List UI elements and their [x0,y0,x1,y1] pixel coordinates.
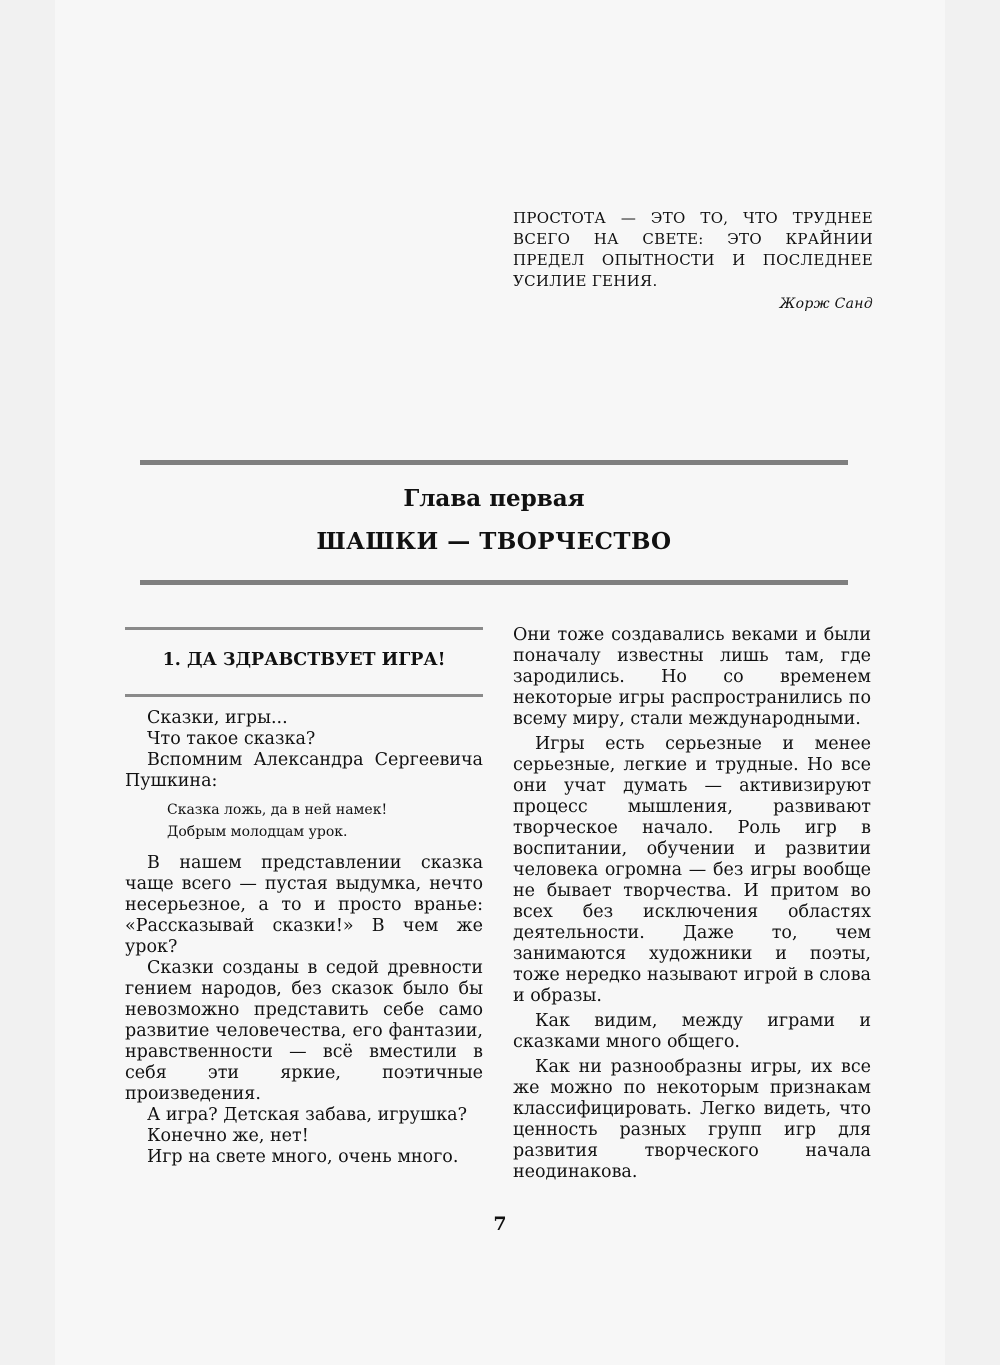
chapter-label: Глава первая [403,485,585,512]
paragraph: А игра? Детская забава, игрушка? [147,1105,467,1125]
paragraph: Сказки созданы в седой древности гением народов, без сказок было бы невозможно представить себе само развитие человечества, его фантазии, нравственности — всё вместили в себя эти яркие, поэтичные произведения. [125,958,483,1104]
epigraph-line: ПРОСТОТА — ЭТО ТО, ЧТО ТРУДНЕЕ [513,209,873,227]
epigraph-author: Жорж Санд [779,296,873,312]
paragraph: Как ни разнообразны игры, их все же можно по некоторым признакам классифицировать. Легко видеть, что ценность разных групп игр для развития творческого начала неодинакова. [513,1057,871,1182]
chapter-rule-bottom [140,580,848,585]
left-column [125,708,483,1168]
poem-line: Добрым молодцам урок. [167,824,348,840]
chapter-title: ШАШКИ — ТВОРЧЕСТВО [316,528,672,555]
epigraph [513,208,873,315]
epigraph-line: ПРЕДЕЛ ОПЫТНОСТИ И ПОСЛЕДНЕЕ [513,251,873,269]
paragraph: Сказки, игры... [147,708,288,728]
epigraph-line: УСИЛИЕ ГЕНИЯ. [513,272,658,290]
section-title: 1. ДА ЗДРАВСТВУЕТ ИГРА! [162,650,446,670]
paragraph: Конечно же, нет! [147,1126,309,1146]
paragraph: Они тоже создавались веками и были поначалу известны лишь там, где зародились. Но со временем некоторые игры распространились по всему миру, стали международными. [513,625,871,729]
poem-line: Сказка ложь, да в ней намек! [167,802,388,818]
page-number: 7 [493,1213,507,1235]
poem-quote [167,799,483,843]
paragraph: Что такое сказка? [147,729,316,749]
paragraph: Вспомним Александра Сергеевича Пушкина: [125,750,483,791]
paragraph: Игры есть серьезные и менее серьезные, легкие и трудные. Но все они учат думать — активизируют процесс мышления, развивают творческое начало. Роль игр в воспитании, обучении и развитии человека огромна — без игры вообще не бывает творчества. И притом во всех без исключения областях деятельности. Даже то, чем занимаются художники и поэты, тоже нередко называют игрой в слова и образы. [513,734,871,1006]
section-rule-bottom [125,694,483,697]
section-rule-top [125,627,483,630]
paragraph: Как видим, между играми и сказками много общего. [513,1011,871,1052]
paragraph: Игр на свете много, очень много. [147,1147,459,1167]
epigraph-line: ВСЕГО НА СВЕТЕ: ЭТО КРАЙНИИ [513,230,873,248]
paragraph: В нашем представлении сказка чаще всего — пустая выдумка, нечто несерьезное, а то и просто вранье: «Рассказывай сказки!» В чем же урок? [125,853,483,957]
right-column [513,625,871,1183]
chapter-rule-top [140,460,848,465]
